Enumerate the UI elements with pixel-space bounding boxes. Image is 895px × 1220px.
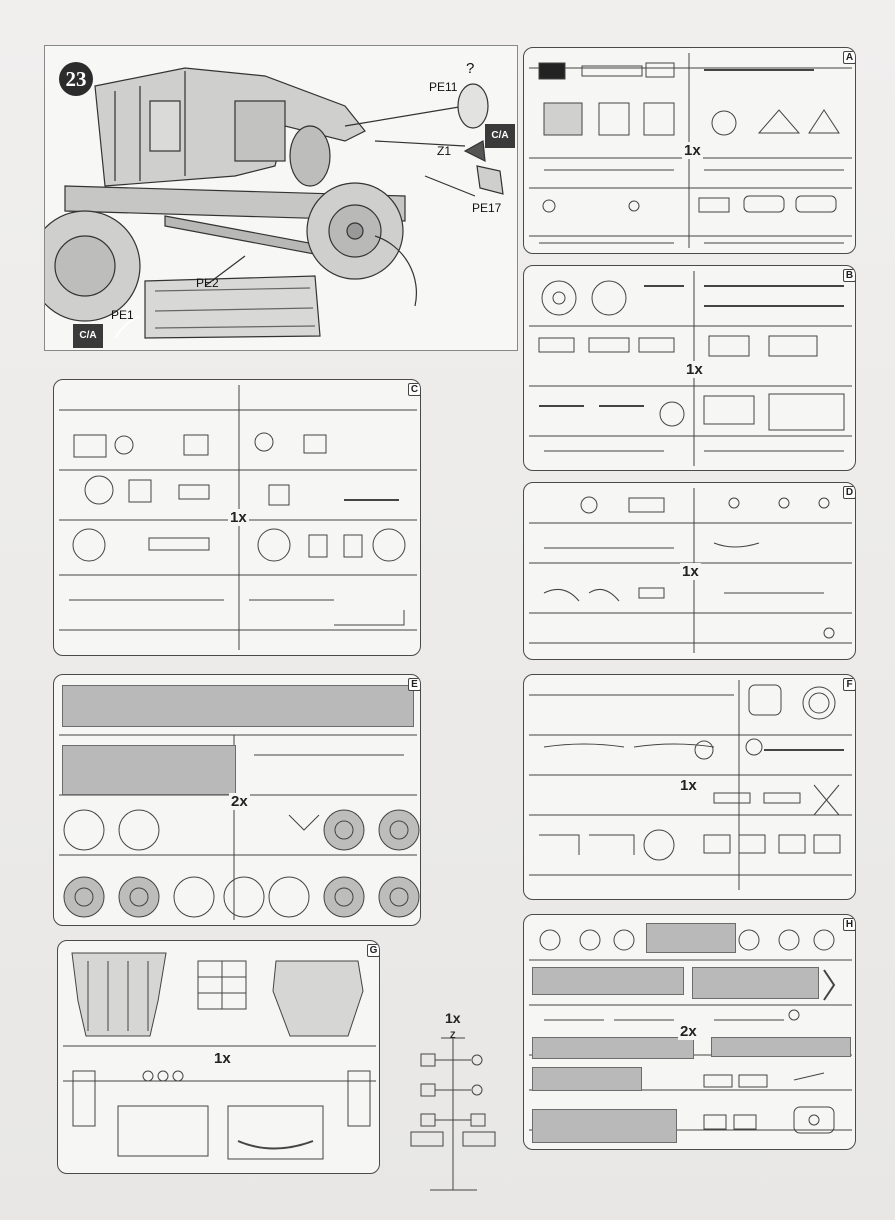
sprue-e-qty: 2x	[231, 793, 248, 810]
sprue-f-qty: 1x	[680, 777, 697, 794]
callout-pe11: PE11	[429, 80, 458, 94]
sprue-h-panel-4	[532, 1037, 694, 1059]
sprue-h	[523, 914, 856, 1150]
sprue-h-letter: H	[843, 918, 856, 931]
sprue-c-letter: C	[408, 383, 421, 396]
sprue-f	[523, 674, 856, 900]
step-number-badge: 23	[59, 62, 93, 96]
callout-pe2: PE2	[196, 276, 219, 290]
sprue-g-letter: G	[367, 944, 380, 957]
callout-pe1: PE1	[111, 308, 134, 322]
assembly-step-23	[44, 45, 518, 351]
sprue-e-panel-left	[62, 745, 236, 795]
sprue-b-letter: B	[843, 269, 856, 282]
ca-badge-top: C/A	[485, 124, 515, 148]
sprue-c-qty: 1x	[230, 509, 247, 526]
sprue-g-qty: 1x	[214, 1050, 231, 1067]
clear-sprue-letter: Z	[450, 1030, 456, 1040]
sprue-h-panel-6	[532, 1067, 642, 1091]
sprue-e-letter: E	[408, 678, 421, 691]
callout-pe17: PE17	[472, 201, 502, 215]
callout-z1: Z1	[437, 144, 452, 158]
sprue-e-panel-top	[62, 685, 414, 727]
sprue-a-letter: A	[843, 51, 856, 64]
sprue-b-qty: 1x	[686, 361, 703, 378]
sprue-h-panel-7	[532, 1109, 677, 1143]
sprue-g	[57, 940, 380, 1174]
sprue-h-qty: 2x	[680, 1023, 697, 1040]
unknown-part-marker: ?	[466, 60, 475, 77]
sprue-c	[53, 379, 421, 656]
sprue-a-qty: 1x	[684, 142, 701, 159]
sprue-e	[53, 674, 421, 926]
sprue-f-letter: F	[843, 678, 856, 691]
sprue-a	[523, 47, 856, 254]
ca-badge-bottom: C/A	[73, 324, 103, 348]
sprue-b	[523, 265, 856, 471]
sprue-h-panel-3	[692, 967, 819, 999]
clear-sprue-z	[405, 1010, 505, 1200]
clear-sprue-qty: 1x	[445, 1010, 461, 1026]
sprue-h-panel-5	[711, 1037, 851, 1057]
sprue-d-letter: D	[843, 486, 856, 499]
sprue-h-panel-2	[532, 967, 684, 995]
sprue-h-panel-1	[646, 923, 736, 953]
sprue-d	[523, 482, 856, 660]
sprue-d-qty: 1x	[682, 563, 699, 580]
